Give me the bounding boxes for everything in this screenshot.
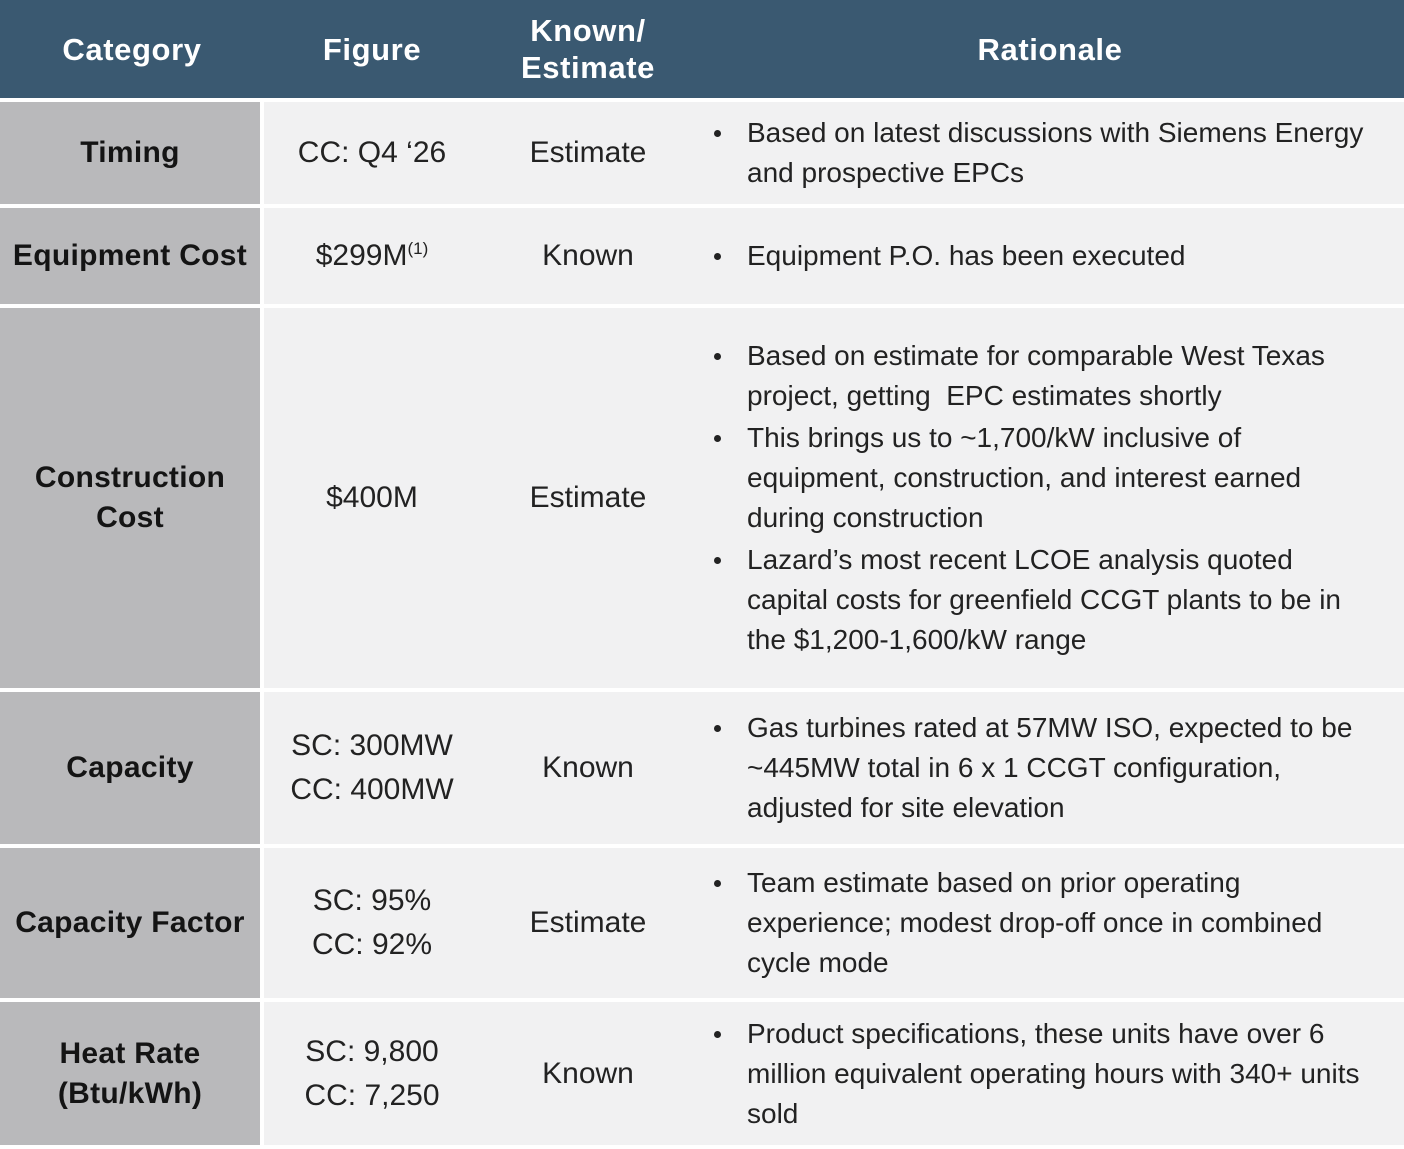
figure-value-line2: CC: 92% (311, 928, 433, 961)
known-estimate-cell (480, 848, 696, 998)
bullet-icon (714, 253, 721, 260)
row-body (264, 692, 1404, 844)
figure-value-line1: SC: 300MW (291, 729, 453, 762)
header-rationale (696, 0, 1404, 98)
header-figure-label: Figure (322, 31, 422, 67)
header-category-label: Category (62, 31, 202, 67)
figure-value-line2: CC: 400MW (290, 773, 454, 806)
figure-value (316, 234, 429, 278)
bullet-text: Based on estimate for comparable West Texas project, getting EPC estimates shortly (747, 340, 1333, 411)
bullet-text: Based on latest discussions with Siemens Energy and prospective EPCs (747, 117, 1372, 188)
rationale-cell (696, 308, 1404, 688)
known-estimate-cell (480, 102, 696, 204)
table-row-equipment-cost (0, 208, 1404, 304)
figure-value: CC: Q4 ‘26 (297, 136, 447, 169)
rationale-bullet (706, 236, 1380, 276)
rationale-cell (696, 102, 1404, 204)
table-row-capacity-factor (0, 848, 1404, 998)
category-cell (0, 308, 260, 688)
figure-value: $400M (326, 481, 418, 514)
category-label: Capacity (66, 751, 194, 784)
rationale-bullet (706, 418, 1380, 538)
figure-base: $299M (315, 239, 408, 272)
rationale-cell (696, 692, 1404, 844)
header-category (0, 0, 264, 98)
header-known-estimate (480, 0, 696, 98)
bullet-icon (714, 435, 721, 442)
rationale-bullet (706, 540, 1380, 660)
row-body (264, 308, 1404, 688)
bullet-text: Equipment P.O. has been executed (747, 240, 1186, 271)
header-figure (264, 0, 480, 98)
rationale-bullet (706, 1014, 1380, 1134)
rationale-bullet (706, 113, 1380, 193)
table-row-capacity (0, 692, 1404, 844)
bullet-text: This brings us to ~1,700/kW inclusive of equipment, construction, and interest earned during construction (747, 422, 1309, 533)
category-label: Timing (80, 136, 180, 169)
figure-cell (264, 848, 480, 998)
bullet-icon (714, 130, 721, 137)
rationale-cell (696, 1002, 1404, 1145)
rationale-bullet (706, 863, 1380, 983)
known-estimate-cell (480, 308, 696, 688)
figure-footnote-superscript: (1) (407, 239, 429, 258)
bullet-text: Gas turbines rated at 57MW ISO, expected to be ~445MW total in 6 x 1 CCGT configuration, adjusted for site elevation (747, 712, 1361, 823)
figure-cell (264, 102, 480, 204)
bullet-icon (714, 725, 721, 732)
bullet-icon (714, 353, 721, 360)
status-value: Estimate (529, 136, 647, 169)
rationale-bullet (706, 708, 1380, 828)
bullet-text: Team estimate based on prior operating experience; modest drop-off once in combined cycle mode (747, 867, 1331, 978)
rationale-bullet (706, 336, 1380, 416)
known-estimate-cell (480, 1002, 696, 1145)
table-header-row (0, 0, 1404, 98)
category-label: Heat Rate (Btu/kWh) (57, 1036, 203, 1110)
bullet-icon (714, 557, 721, 564)
known-estimate-cell (480, 208, 696, 304)
figure-value-line1: SC: 9,800 (305, 1034, 439, 1068)
row-body (264, 1002, 1404, 1145)
table-row-construction-cost (0, 308, 1404, 688)
header-known-line2: Estimate (520, 50, 656, 85)
figure-value-line1: SC: 95% (312, 884, 432, 917)
category-cell (0, 208, 260, 304)
category-label: Capacity Factor (15, 906, 245, 939)
category-label: Equipment Cost (12, 239, 248, 272)
category-cell (0, 102, 260, 204)
category-cell (0, 692, 260, 844)
row-body (264, 102, 1404, 204)
known-estimate-cell (480, 692, 696, 844)
table-row-heat-rate (0, 1002, 1404, 1145)
figure-value-line2: CC: 7,250 (304, 1078, 440, 1112)
rationale-cell (696, 208, 1404, 304)
header-known-line1: Known/ (530, 13, 646, 48)
figure-cell (264, 1002, 480, 1145)
category-label: Construction Cost (34, 461, 226, 534)
status-value: Estimate (529, 906, 647, 939)
bullet-text: Lazard’s most recent LCOE analysis quoted capital costs for greenfield CCGT plants to be in the $1,200-1,600/kW range (747, 544, 1349, 655)
bullet-text: Product specifications, these units have over 6 million equivalent operating hours with 340+ units sold (747, 1017, 1368, 1129)
status-value: Known (542, 239, 634, 272)
row-body (264, 848, 1404, 998)
status-value: Known (542, 751, 634, 784)
figure-cell (264, 692, 480, 844)
header-rationale-label: Rationale (977, 31, 1123, 67)
bullet-icon (714, 1031, 721, 1038)
figure-cell (264, 308, 480, 688)
figure-cell (264, 208, 480, 304)
row-body (264, 208, 1404, 304)
category-cell (0, 1002, 260, 1145)
status-value: Known (542, 1056, 634, 1090)
bullet-icon (714, 880, 721, 887)
category-cell (0, 848, 260, 998)
status-value: Estimate (529, 481, 647, 514)
table-row-timing (0, 102, 1404, 204)
rationale-cell (696, 848, 1404, 998)
